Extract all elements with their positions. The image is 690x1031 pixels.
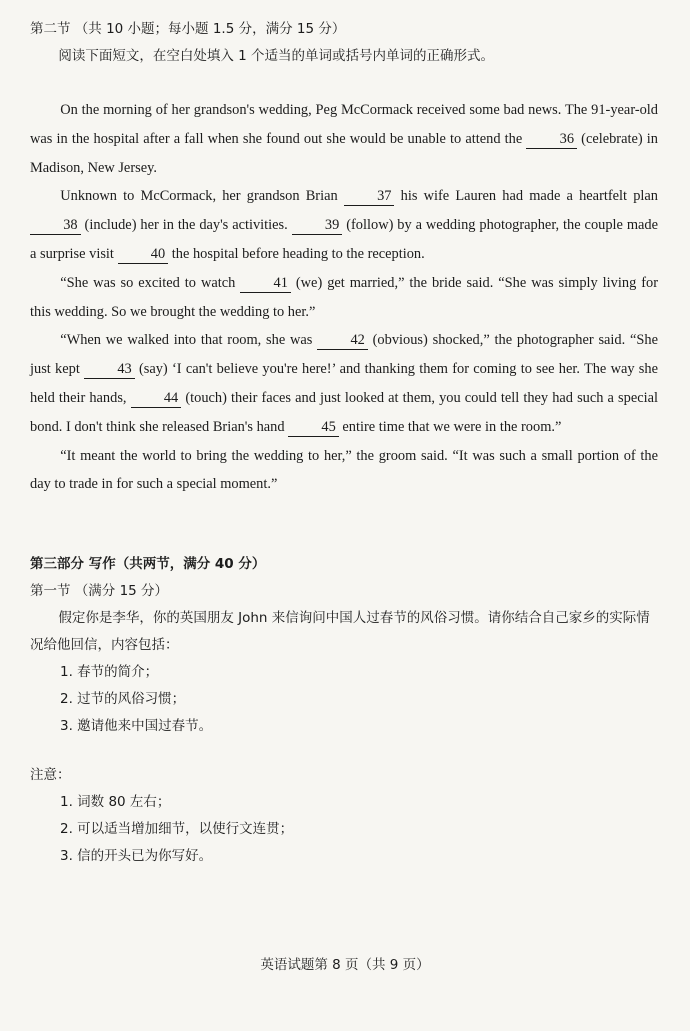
cloze-passage bbox=[30, 96, 658, 499]
blank-37: 37 bbox=[344, 187, 395, 206]
passage-text: (celebrate) in Madison, New Jersey. bbox=[30, 130, 658, 176]
part-title: 第三部分 写作（共两节，满分 40 分） bbox=[30, 556, 266, 573]
blank-36: 36 bbox=[526, 130, 577, 149]
passage-text: Unknown to McCormack, her grandson Brian bbox=[60, 188, 344, 205]
note-item-3: 3. 信的开头已为你写好。 bbox=[60, 848, 213, 865]
passage-text: entire time that we were in the room.” bbox=[338, 418, 562, 435]
passage-text: “She was so excited to watch bbox=[60, 274, 241, 291]
passage-paragraph-4 bbox=[30, 326, 658, 441]
writing-section-title: 第一节 （满分 15 分） bbox=[30, 583, 169, 600]
blank-39: 39 bbox=[292, 216, 343, 235]
blank-45: 45 bbox=[288, 418, 339, 437]
blank-43: 43 bbox=[84, 360, 135, 379]
passage-text: the hospital before heading to the reception. bbox=[168, 245, 425, 262]
passage-text: On the morning of her grandson's wedding, Peg McCormack received some bad news. The 91-year-old was in the hospital after a fall when she found out she would be unable to attend the bbox=[30, 102, 658, 147]
blank-42: 42 bbox=[317, 331, 368, 350]
passage-text: (we) get married,” the bride said. “She was simply living for this wedding. So we brought the wedding to her.” bbox=[30, 274, 659, 320]
passage-text: (touch) their faces and just looked at them, you could tell they had such a special bond. I don't think she released Brian's hand bbox=[30, 389, 658, 435]
passage-paragraph-1 bbox=[30, 96, 658, 182]
notes-block bbox=[30, 762, 658, 870]
blank-38: 38 bbox=[30, 216, 81, 235]
writing-prompt: 假定你是李华，你的英国朋友 John 来信询问中国人过春节的风俗习惯。请你结合自己家乡的实际情况给他回信，内容包括： bbox=[30, 610, 650, 654]
blank-40: 40 bbox=[118, 245, 169, 264]
prompt-item-3: 3. 邀请他来中国过春节。 bbox=[60, 718, 213, 735]
writing-part bbox=[30, 551, 658, 870]
passage-text: (include) her in the day's activities. bbox=[80, 217, 292, 234]
prompt-item-1: 1. 春节的简介； bbox=[60, 664, 159, 681]
passage-text: (follow) by a wedding photographer, the couple made a surprise visit bbox=[30, 217, 658, 262]
page-footer: 英语试题第 8 页（共 9 页） bbox=[260, 957, 430, 973]
section-title: 第二节 （共 10 小题；每小题 1.5 分，满分 15 分） bbox=[30, 21, 346, 37]
notes-title: 注意： bbox=[30, 767, 71, 784]
blank-44: 44 bbox=[131, 389, 182, 408]
note-item-1: 1. 词数 80 左右； bbox=[60, 794, 171, 811]
blank-41: 41 bbox=[240, 274, 291, 293]
passage-text: “When we walked into that room, she was bbox=[60, 332, 318, 349]
passage-paragraph-3 bbox=[30, 269, 658, 327]
passage-text: “It meant the world to bring the wedding to her,” the groom said. “It was such a small portion of the day to trade in for such a special moment.” bbox=[30, 447, 658, 493]
prompt-item-2: 2. 过节的风俗习惯； bbox=[60, 691, 186, 708]
section-instruction: 阅读下面短文，在空白处填入 1 个适当的单词或括号内单词的正确形式。 bbox=[58, 48, 495, 64]
passage-text: (say) ‘I can't believe you're here!’ and thanking them for coming to see her. The way she held their hands, bbox=[30, 361, 658, 406]
passage-text: his wife Lauren had made a heartfelt plan bbox=[394, 188, 658, 205]
passage-paragraph-2 bbox=[30, 182, 658, 268]
passage-paragraph-5 bbox=[30, 442, 658, 500]
passage-text: (obvious) shocked,” the photographer said. “She just kept bbox=[30, 332, 658, 378]
note-item-2: 2. 可以适当增加细节，以使行文连贯； bbox=[60, 821, 294, 838]
